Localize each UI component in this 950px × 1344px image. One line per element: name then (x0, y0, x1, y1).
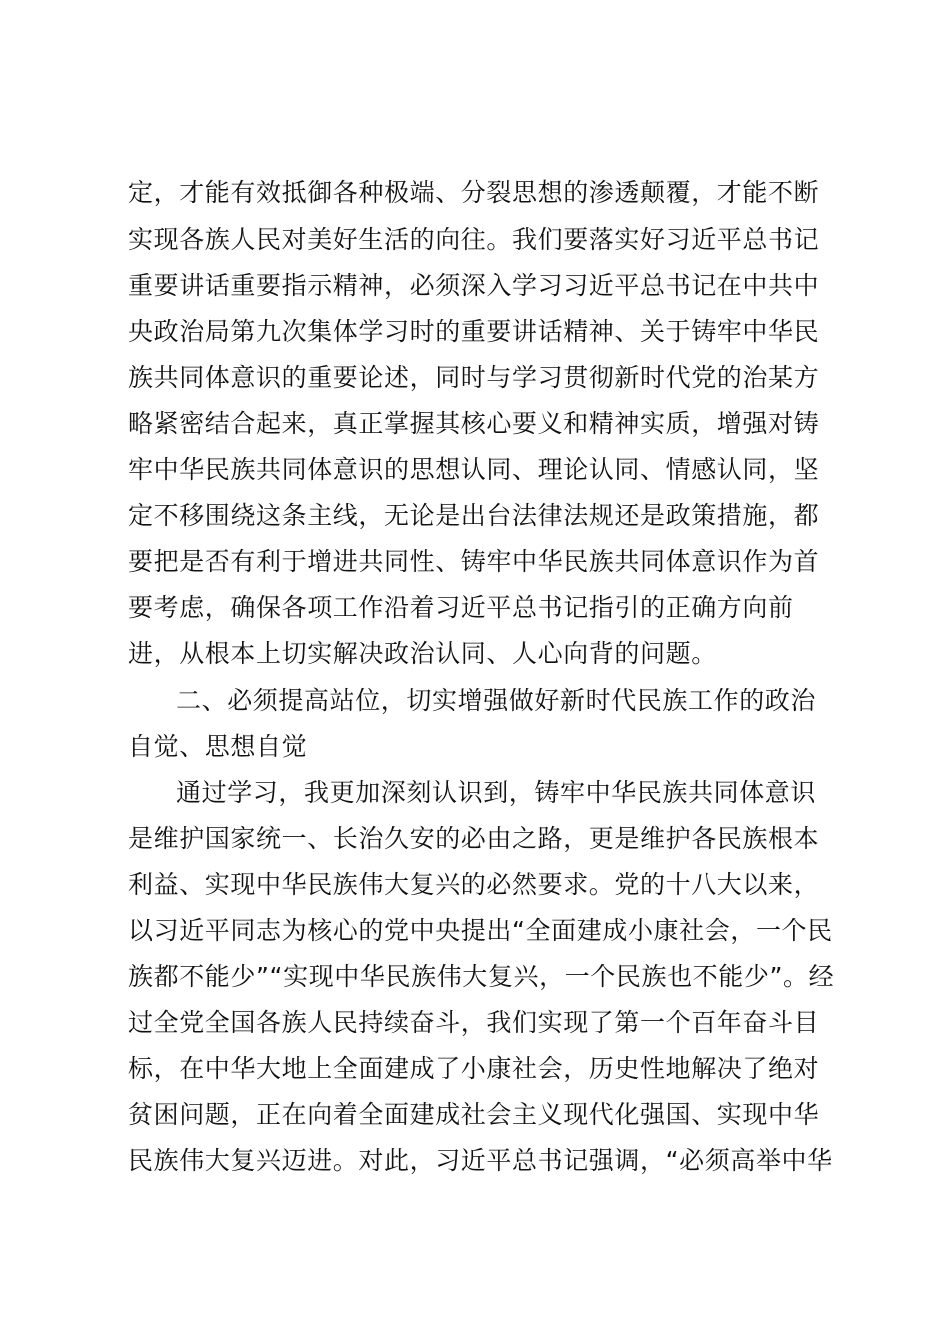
text-line: 标，在中华大地上全面建成了小康社会，历史性地解决了绝对 (128, 1054, 820, 1083)
text-line: 族都不能少”“实现中华民族伟大复兴，一个民族也不能少”。经 (128, 962, 835, 991)
text-line: 过全党全国各族人民持续奋斗，我们实现了第一个百年奋斗目 (128, 1008, 820, 1037)
text-line: 民族伟大复兴迈进。对此，习近平总书记强调，“必须高举中华 (128, 1146, 833, 1175)
text-line: 以习近平同志为核心的党中央提出“全面建成小康社会，一个民 (128, 916, 833, 945)
text-line: 要把是否有利于增进共同性、铸牢中华民族共同体意识作为首 (128, 547, 820, 576)
text-line: 利益、实现中华民族伟大复兴的必然要求。党的十八大以来， (128, 870, 820, 899)
text-line: 实现各族人民对美好生活的向往。我们要落实好习近平总书记 (128, 225, 820, 254)
text-line: 贫困问题，正在向着全面建成社会主义现代化强国、实现中华 (128, 1100, 820, 1129)
text-line: 族共同体意识的重要论述，同时与学习贯彻新时代党的治某方 (128, 363, 820, 392)
section-heading: 二、必须提高站位，切实增强做好新时代民族工作的政治 (176, 686, 817, 715)
text-line: 定不移围绕这条主线，无论是出台法律法规还是政策措施，都 (128, 501, 820, 530)
text-line: 牢中华民族共同体意识的思想认同、理论认同、情感认同，坚 (128, 455, 820, 484)
paragraph-first-line: 通过学习，我更加深刻认识到，铸牢中华民族共同体意识 (176, 778, 817, 807)
text-line: 重要讲话重要指示精神，必须深入学习习近平总书记在中共中 (128, 271, 820, 300)
text-line: 略紧密结合起来，真正掌握其核心要义和精神实质，增强对铸 (128, 409, 820, 438)
text-line: 定，才能有效抵御各种极端、分裂思想的渗透颠覆，才能不断 (128, 178, 820, 207)
text-line: 要考虑，确保各项工作沿着习近平总书记指引的正确方向前 (128, 593, 794, 622)
text-line: 央政治局第九次集体学习时的重要讲话精神、关于铸牢中华民 (128, 317, 820, 346)
section-heading-continuation: 自觉、思想自觉 (128, 732, 308, 761)
text-line: 是维护国家统一、长治久安的必由之路，更是维护各民族根本 (128, 824, 820, 853)
text-line: 进，从根本上切实解决政治认同、人心向背的问题。 (128, 639, 717, 668)
